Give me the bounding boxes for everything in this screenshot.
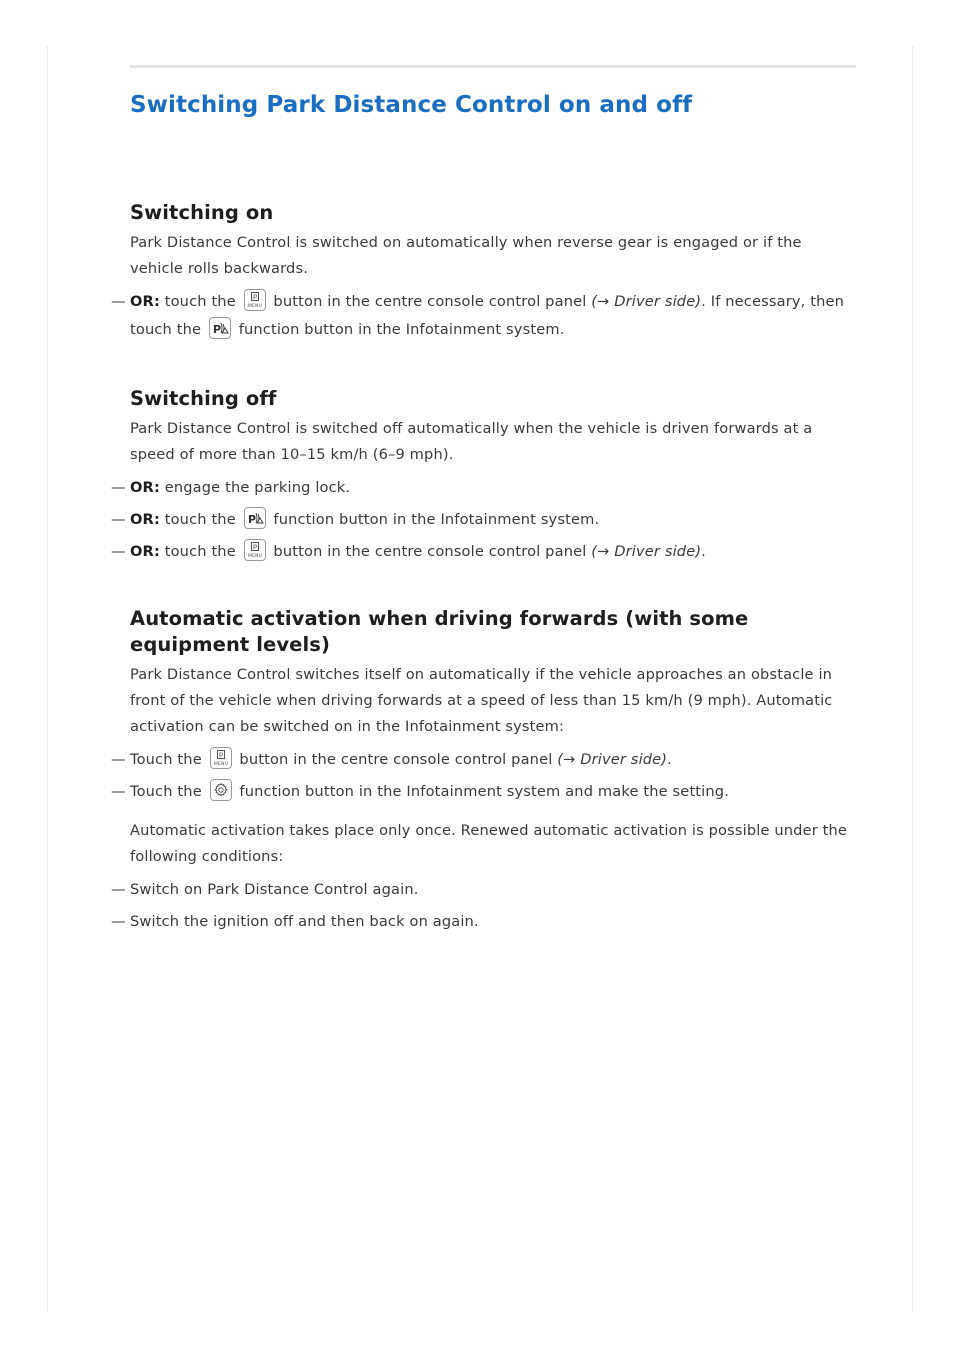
dash: — — [111, 881, 126, 898]
dash: — — [111, 293, 126, 310]
item-text: touch the — [159, 543, 241, 560]
or-label: OR: — [130, 293, 160, 310]
paragraph-auto: Park Distance Control switches itself on automatically if the vehicle approaches an obstacle in front of the vehicle when driving forwards at a speed of less than 15 km/h (9 mph). Automatic activation can be switched on in the Infotainment system: — [130, 666, 833, 735]
svg-text:P: P — [247, 513, 256, 526]
svg-text:MENU: MENU — [247, 554, 262, 559]
section-heading-auto: Automatic activation when driving forwards (with some equipment levels) — [130, 607, 749, 656]
paragraph-off: Park Distance Control is switched off automatically when the vehicle is driven forwards at a speed of more than 10–15 km/h (6–9 mph). — [130, 420, 813, 463]
parking-menu-button-icon — [244, 539, 266, 561]
list-item — [111, 474, 856, 502]
item-text: . — [667, 751, 672, 768]
or-label: OR: — [130, 543, 160, 560]
parking-menu-button-icon — [210, 747, 232, 769]
section-heading-on: Switching on — [130, 201, 274, 224]
item-text: touch the — [130, 321, 206, 338]
svg-text:MENU: MENU — [247, 304, 262, 309]
dash: — — [111, 511, 126, 528]
cross-reference-link[interactable]: (→ Driver side) — [591, 293, 702, 310]
item-text: function button in the Infotainment system. — [268, 511, 600, 528]
item-text: button in the centre console control panel — [234, 751, 558, 768]
item-text: button in the centre console control panel — [268, 293, 592, 310]
page-title: Switching Park Distance Control on and off — [130, 92, 693, 118]
svg-text:P: P — [252, 543, 257, 552]
item-text: engage the parking lock. — [159, 479, 351, 496]
list-item — [111, 506, 856, 534]
paragraph-on: Park Distance Control is switched on automatically when reverse gear is engaged or if the vehicle rolls backwards. — [130, 234, 802, 277]
document-body — [111, 88, 856, 936]
page-border-right — [912, 46, 913, 1312]
item-text: function button in the Infotainment system and make the setting. — [234, 783, 729, 800]
cross-reference-link[interactable]: (→ Driver side) — [591, 543, 702, 560]
dash: — — [111, 783, 126, 800]
cross-reference-link[interactable]: (→ Driver side) — [557, 751, 668, 768]
or-label: OR: — [130, 479, 160, 496]
list-item — [111, 876, 856, 904]
parking-menu-button-icon — [244, 289, 266, 311]
section-heading-off: Switching off — [130, 387, 277, 410]
item-text: function button in the Infotainment system. — [233, 321, 565, 338]
park-distance-control-button-icon — [244, 507, 266, 529]
item-text: touch the — [159, 293, 241, 310]
list-item — [111, 746, 856, 774]
dash: — — [111, 543, 126, 560]
svg-text:P: P — [252, 293, 257, 302]
section-switching-on — [111, 200, 856, 344]
item-text: touch the — [159, 511, 241, 528]
settings-gear-button-icon — [210, 779, 232, 801]
header-rule — [130, 65, 856, 68]
section-switching-off — [111, 386, 856, 566]
dash: — — [111, 479, 126, 496]
section-automatic-activation — [111, 606, 856, 936]
item-text: Switch on Park Distance Control again. — [130, 881, 419, 898]
list-item — [111, 288, 856, 344]
dash: — — [111, 913, 126, 930]
or-label: OR: — [130, 511, 160, 528]
list-item — [111, 778, 856, 806]
svg-text:P: P — [212, 323, 222, 336]
item-text: . — [701, 543, 706, 560]
list-item — [111, 908, 856, 936]
paragraph-auto-2: Automatic activation takes place only once. Renewed automatic activation is possible under the following conditions: — [130, 822, 848, 865]
item-text: Switch the ignition off and then back on again. — [130, 913, 479, 930]
page-border-left — [47, 46, 48, 1312]
svg-text:P: P — [218, 751, 223, 760]
item-text: Touch the — [130, 751, 207, 768]
item-text: button in the centre console control panel — [268, 543, 592, 560]
dash: — — [111, 751, 126, 768]
item-text: . If necessary, then — [701, 293, 845, 310]
item-text: Touch the — [130, 783, 207, 800]
list-item — [111, 538, 856, 566]
svg-text:MENU: MENU — [213, 762, 228, 767]
park-distance-control-button-icon — [209, 317, 231, 339]
